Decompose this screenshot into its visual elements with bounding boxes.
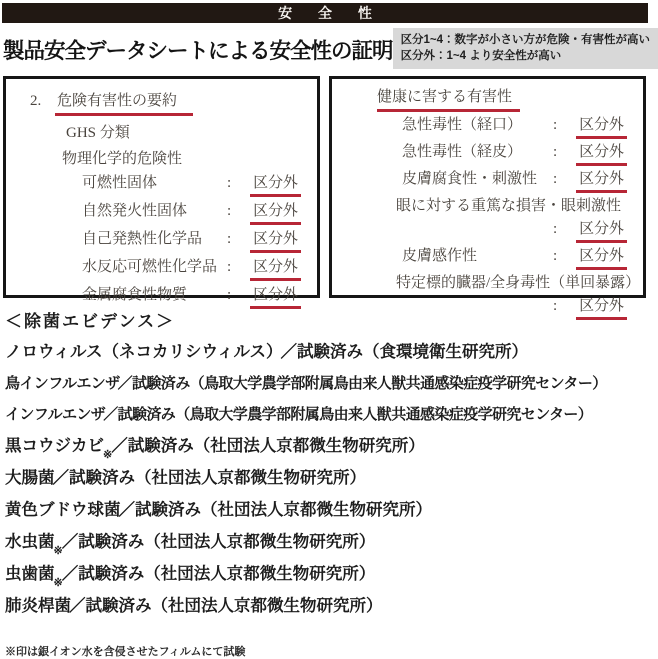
hazard-row xyxy=(402,170,643,193)
evidence-result: ／試験済み（社団法人京都微生物研究所） xyxy=(52,469,366,487)
title-row xyxy=(3,28,651,69)
hazard-label: 可燃性固体 xyxy=(82,175,158,191)
hazard-rating: 区分外 xyxy=(576,297,627,320)
hazard-summary-title: 危険有害性の要約 xyxy=(55,92,193,116)
evidence-item xyxy=(5,532,650,557)
hazard-row xyxy=(82,258,317,281)
colon: : xyxy=(227,287,232,303)
evidence-target: 黄色ブドウ球菌 xyxy=(5,501,121,519)
evidence-target: 水虫菌 xyxy=(5,533,55,551)
evidence-result: ／試験済み（社団法人京都微生物研究所） xyxy=(111,437,425,455)
evidence-item xyxy=(5,436,650,461)
hazard-row-wrapped-value xyxy=(553,220,643,243)
hazard-label: 皮膚感作性 xyxy=(402,248,478,264)
hazard-rating: 区分外 xyxy=(250,286,301,309)
asterisk-mark: ※ xyxy=(53,577,63,589)
footnote: ※印は銀イオン水を含侵させたフィルムにて試験 xyxy=(5,646,246,658)
section-title: 安 全 性 xyxy=(278,5,383,21)
asterisk-mark: ※ xyxy=(53,545,63,557)
hazard-row xyxy=(82,202,317,225)
hazard-row xyxy=(82,286,317,309)
sds-box-health-hazards xyxy=(329,76,646,314)
section-number: 2. xyxy=(30,93,42,109)
evidence-result: ／試験済み（鳥取大学農学部附属鳥由来人獣共通感染症疫学研究センター） xyxy=(103,406,593,423)
evidence-target: 大腸菌 xyxy=(5,469,55,487)
colon: : xyxy=(553,298,558,314)
colon: : xyxy=(227,175,232,191)
evidence-target: 肺炎桿菌 xyxy=(5,597,71,615)
colon: : xyxy=(553,117,558,133)
evidence-target: 虫歯菌 xyxy=(5,565,55,583)
physical-hazards-label: 物理化学的危険性 xyxy=(62,151,183,167)
evidence-heading: ＜除菌エビデンス＞ xyxy=(5,312,176,331)
legend-line-1: 区分1~4：数字が小さい方が危険・有害性が高い xyxy=(400,34,651,46)
hazard-summary-heading xyxy=(30,92,317,116)
colon: : xyxy=(227,231,232,247)
colon: : xyxy=(553,171,558,187)
hazard-row xyxy=(402,143,643,166)
evidence-result: ／試験済み（社団法人京都微生物研究所） xyxy=(118,501,432,519)
hazard-row xyxy=(402,247,643,270)
evidence-target: インフルエンザ xyxy=(5,406,106,423)
sds-box-physical-hazards xyxy=(3,76,320,303)
hazard-label: 皮膚腐食性・刺激性 xyxy=(402,171,538,187)
evidence-result: ／試験済み（社団法人京都微生物研究所） xyxy=(61,565,376,583)
evidence-result: ／試験済み（社団法人京都微生物研究所） xyxy=(61,533,376,551)
evidence-target: 黒コウジカビ xyxy=(5,437,104,455)
hazard-rating: 区分外 xyxy=(576,247,627,270)
evidence-result: ／試験済み（鳥取大学農学部附属鳥由来人獣共通感染症疫学研究センター） xyxy=(117,375,607,392)
hazard-row xyxy=(82,174,317,197)
rating-legend-box xyxy=(393,28,658,69)
colon: : xyxy=(553,144,558,160)
hazard-rating: 区分外 xyxy=(576,220,627,243)
hazard-rating: 区分外 xyxy=(250,258,301,281)
colon: : xyxy=(227,203,232,219)
colon: : xyxy=(553,248,558,264)
legend-line-2: 区分外：1~4 より安全性が高い xyxy=(400,50,562,62)
hazard-rating: 区分外 xyxy=(576,170,627,193)
evidence-item xyxy=(5,468,650,490)
safety-document-page xyxy=(0,3,651,658)
sanitization-evidence-section xyxy=(5,312,650,618)
page-title: 製品安全データシートによる安全性の証明 xyxy=(3,39,393,63)
evidence-item xyxy=(5,500,650,522)
hazard-label: 水反応可燃性化学品 xyxy=(82,259,218,275)
hazard-rating: 区分外 xyxy=(576,143,627,166)
hazard-rating: 区分外 xyxy=(576,116,627,139)
section-header-bar xyxy=(2,3,648,23)
colon: : xyxy=(553,221,558,237)
hazard-label: 眼に対する重篤な損害・眼刺激性 xyxy=(396,198,622,214)
hazard-row xyxy=(402,116,643,139)
evidence-target: 鳥インフルエンザ xyxy=(5,375,120,392)
hazard-label: 急性毒性（経皮） xyxy=(402,144,523,160)
evidence-item xyxy=(5,342,650,364)
health-hazard-rows xyxy=(332,116,643,320)
asterisk-mark: ※ xyxy=(103,449,113,461)
hazard-label: 自己発熱性化学品 xyxy=(82,231,203,247)
hazard-row-wrapped-value xyxy=(553,297,643,320)
health-hazards-title: 健康に害する有害性 xyxy=(377,88,520,112)
hazard-label: 急性毒性（経口） xyxy=(402,117,523,133)
hazard-rating: 区分外 xyxy=(250,230,301,253)
evidence-target: ノロウィルス（ネコカリシウィルス） xyxy=(5,343,283,361)
evidence-item xyxy=(5,564,650,589)
hazard-rating: 区分外 xyxy=(250,202,301,225)
sds-boxes-row xyxy=(3,76,647,314)
hazard-label: 自然発火性固体 xyxy=(82,203,188,219)
hazard-label: 金属腐食性物質 xyxy=(82,287,188,303)
hazard-label: 特定標的臓器/全身毒性（単回暴露） xyxy=(396,275,641,291)
colon: : xyxy=(227,259,232,275)
hazard-row xyxy=(82,230,317,253)
evidence-item xyxy=(5,405,650,426)
evidence-item xyxy=(5,374,650,395)
evidence-result: ／試験済み（食環境衛生研究所） xyxy=(280,343,529,361)
hazard-rating: 区分外 xyxy=(250,174,301,197)
ghs-classification-label: GHS 分類 xyxy=(66,125,130,141)
evidence-item xyxy=(5,596,650,618)
evidence-result: ／試験済み（社団法人京都微生物研究所） xyxy=(69,597,383,615)
